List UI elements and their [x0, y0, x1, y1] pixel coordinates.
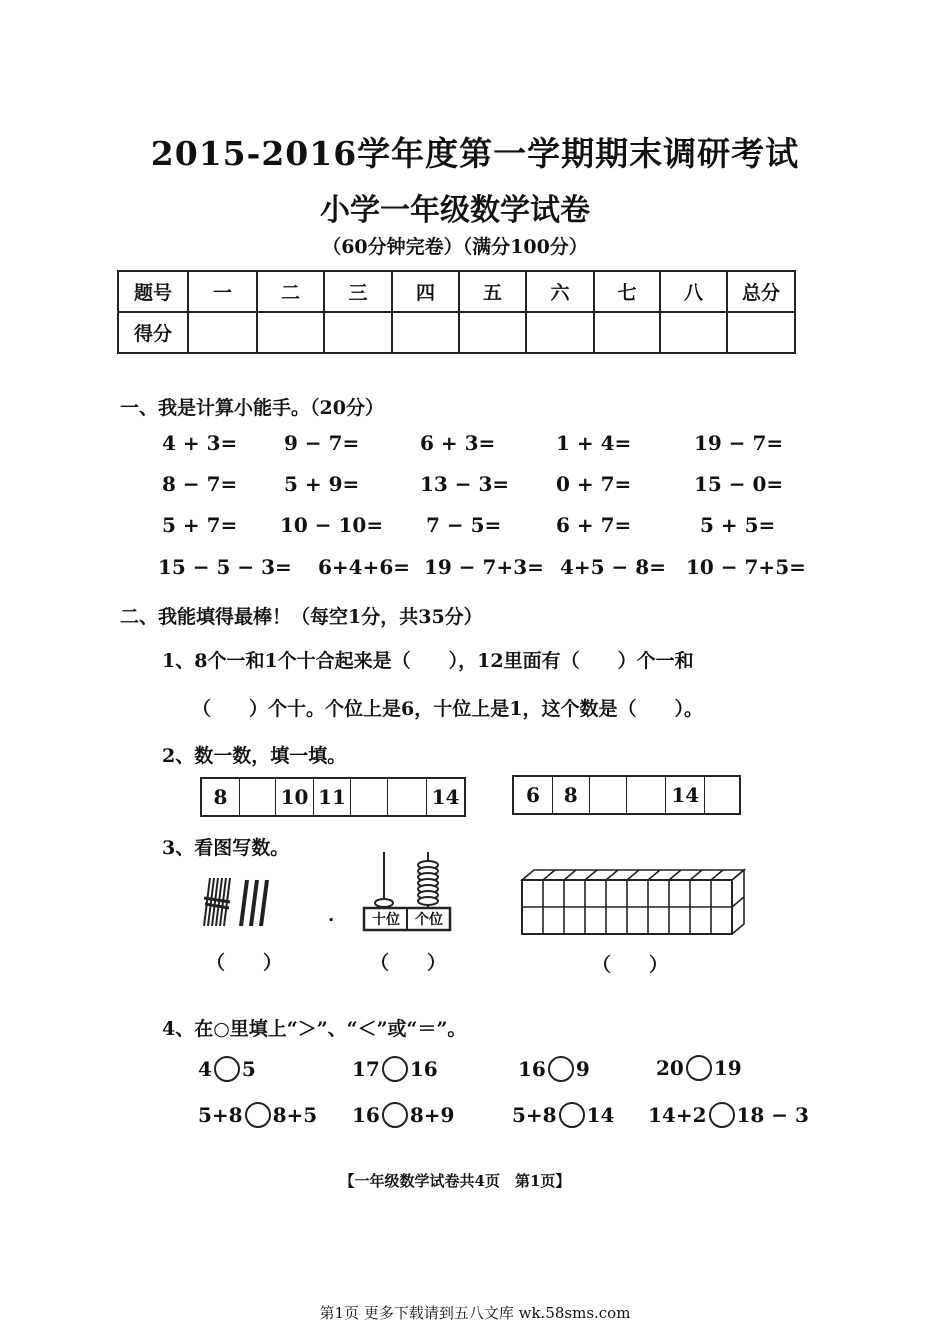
compare-left: 16 [518, 1057, 546, 1081]
compare-left: 14+2 [648, 1103, 707, 1127]
compare-circle[interactable] [245, 1102, 271, 1128]
score-cell[interactable] [594, 312, 660, 353]
compare-circle[interactable] [559, 1102, 585, 1128]
abacus-ones-label: 个位 [415, 912, 443, 928]
question2-label: 2、数一数，填一填。 [162, 745, 347, 767]
section2-heading: 二、我能填得最棒！（每空1分，共35分） [120, 606, 483, 628]
equation: 6 + 3= [420, 431, 496, 455]
score-cell[interactable] [526, 312, 594, 353]
sequence-cell: 14 [665, 777, 704, 813]
compare-left: 16 [352, 1103, 380, 1127]
equation: 5 + 5= [700, 513, 776, 537]
score-row-label: 得分 [118, 312, 188, 353]
compare-left: 17 [352, 1057, 380, 1081]
compare-item [352, 1102, 454, 1128]
equation: 19 − 7= [694, 431, 784, 455]
score-cell[interactable] [324, 312, 392, 353]
score-header-cell: 四 [392, 271, 459, 312]
score-header-cell: 二 [257, 271, 324, 312]
equation: 4+5 − 8= [560, 555, 666, 579]
equation: 6+4+6= [318, 555, 411, 579]
compare-item [512, 1102, 614, 1128]
page-footer: 【一年级数学试卷共4页 第1页】 [339, 1172, 571, 1190]
equation: 5 + 9= [284, 472, 360, 496]
compare-circle[interactable] [382, 1056, 408, 1082]
sequence-blank[interactable] [239, 779, 275, 815]
sequence-blank[interactable] [589, 777, 626, 813]
equation: 7 − 5= [426, 513, 502, 537]
score-value-row [118, 312, 795, 353]
score-header-cell: 三 [324, 271, 392, 312]
compare-item [198, 1056, 256, 1082]
compare-item [648, 1102, 809, 1128]
answer-blank-sticks[interactable]: （ ） [206, 952, 283, 974]
score-header-cell: 六 [526, 271, 594, 312]
sequence-blank[interactable] [704, 777, 739, 813]
equation: 9 − 7= [284, 431, 360, 455]
sequence-cell: 6 [525, 783, 540, 807]
equation: 19 − 7+3= [424, 555, 544, 579]
compare-right: 19 [713, 1056, 742, 1080]
sequence-blank[interactable] [626, 777, 666, 813]
equation: 15 − 0= [694, 472, 784, 496]
compare-right: 8+9 [409, 1103, 455, 1127]
score-header-cell: 五 [459, 271, 526, 312]
sequence-cell: 14 [426, 779, 464, 815]
compare-left: 20 [656, 1056, 684, 1080]
equation: 5 + 7= [162, 513, 238, 537]
exam-subtitle: 小学一年级数学试卷 [320, 193, 590, 228]
compare-circle[interactable] [686, 1055, 712, 1081]
download-line: 第1页 更多下载请到五八文库 wk.58sms.com [319, 1304, 631, 1322]
score-cell[interactable] [188, 312, 257, 353]
compare-item [518, 1056, 590, 1082]
dot-mark: . [328, 905, 335, 926]
score-header-row [118, 271, 795, 312]
score-table [117, 270, 796, 354]
score-header-cell: 总分 [727, 271, 795, 312]
compare-right: 14 [586, 1103, 615, 1127]
compare-item [198, 1102, 317, 1128]
equation: 1 + 4= [556, 431, 632, 455]
score-cell[interactable] [727, 312, 795, 353]
question3-label: 3、看图写数。 [162, 837, 290, 859]
sequence-cell: 11 [313, 779, 350, 815]
cubes-picture [520, 866, 746, 938]
sequence-cell: 8 [213, 785, 228, 809]
score-cell[interactable] [459, 312, 526, 353]
score-header-cell: 一 [188, 271, 257, 312]
sequence-cell: 8 [552, 777, 589, 813]
compare-right: 8+5 [272, 1103, 318, 1127]
compare-right: 5 [241, 1057, 256, 1081]
sequence-blank[interactable] [387, 779, 426, 815]
compare-circle[interactable] [709, 1102, 735, 1128]
number-sequence-1 [200, 777, 466, 817]
compare-left: 5+8 [198, 1103, 243, 1127]
question1-line1: 1、8个一和1个十合起来是（ ），12里面有（ ）个一和 [162, 650, 694, 672]
equation: 8 − 7= [162, 472, 238, 496]
compare-circle[interactable] [382, 1102, 408, 1128]
compare-circle[interactable] [214, 1056, 240, 1082]
equation: 0 + 7= [556, 472, 632, 496]
exam-title: 2015-2016学年度第一学期期末调研考试 [150, 134, 800, 173]
compare-circle[interactable] [548, 1056, 574, 1082]
section1-heading: 一、我是计算小能手。（20分） [120, 397, 384, 419]
question1-line2: （ ）个十。个位上是6，十位上是1，这个数是（ ）。 [192, 698, 703, 720]
sticks-bundle-picture [200, 872, 280, 932]
compare-left: 4 [198, 1057, 212, 1081]
question4-label: 4、在○里填上“＞”、“＜”或“＝”。 [162, 1018, 467, 1040]
score-cell[interactable] [257, 312, 324, 353]
score-header-cell: 七 [594, 271, 660, 312]
equation: 13 − 3= [420, 472, 510, 496]
equation: 6 + 7= [556, 513, 632, 537]
abacus-tens-label: 十位 [372, 912, 400, 928]
compare-right: 18 − 3 [736, 1103, 809, 1127]
score-header-cell: 题号 [118, 271, 188, 312]
compare-item [656, 1055, 742, 1081]
score-cell[interactable] [392, 312, 459, 353]
compare-right: 16 [409, 1057, 438, 1081]
exam-note: （60分钟完卷）（满分100分） [322, 236, 588, 258]
equation: 10 − 10= [280, 513, 384, 537]
score-header-cell: 八 [660, 271, 727, 312]
equation: 4 + 3= [162, 431, 238, 455]
compare-left: 5+8 [512, 1103, 557, 1127]
number-sequence-2 [512, 775, 741, 815]
compare-item [352, 1056, 438, 1082]
answer-blank-abacus[interactable]: （ ） [370, 952, 447, 974]
equation: 15 − 5 − 3= [158, 555, 292, 579]
score-cell[interactable] [660, 312, 727, 353]
sequence-blank[interactable] [350, 779, 387, 815]
answer-blank-cubes[interactable]: （ ） [592, 954, 669, 976]
equation: 10 − 7+5= [686, 555, 806, 579]
compare-right: 9 [575, 1057, 590, 1081]
sequence-cell: 10 [275, 779, 313, 815]
